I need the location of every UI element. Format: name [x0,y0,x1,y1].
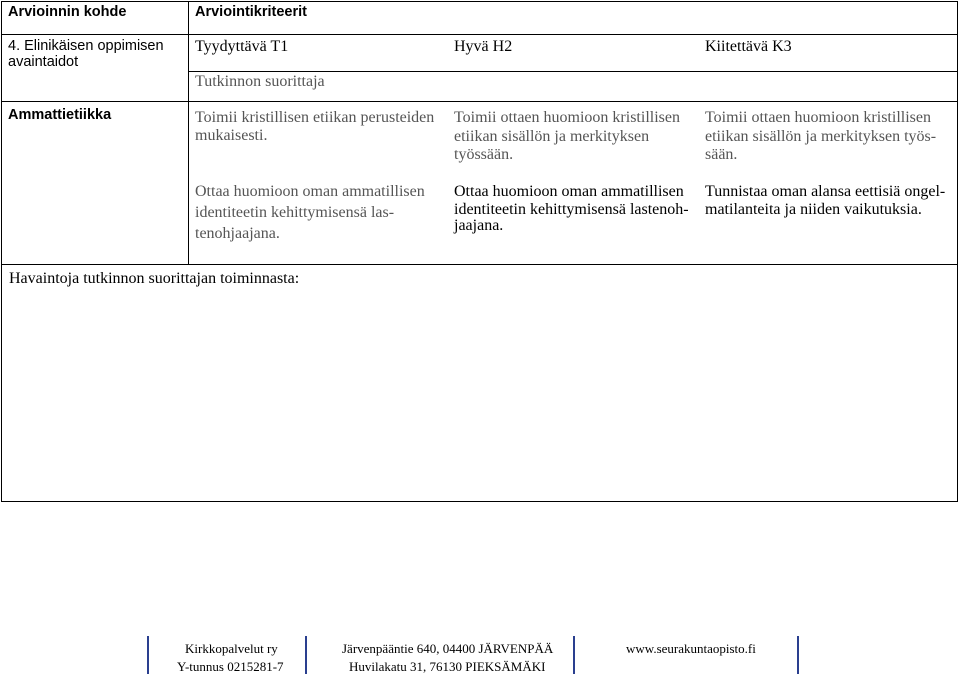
observations-box[interactable] [1,264,958,502]
footer-divider [305,636,307,674]
header-criteria: Arviointikriteerit [195,4,307,20]
competence-title-line2: avaintaidot [8,54,79,70]
table-border-right [957,1,958,265]
footer-divider [573,636,575,674]
t1-criterion-b-line1: Ottaa huomioon oman ammatillisen [195,183,425,200]
observations-label: Havaintoja tutkinnon suorittajan toiminnasta: [9,270,300,287]
level-k3: Kiitettävä K3 [705,38,792,55]
k3-criterion-a-line1: Toimii ottaen huomioon kristillisen [705,109,931,126]
row-title-ethics: Ammattietiikka [8,107,112,123]
level-h2: Hyvä H2 [454,38,513,55]
level-t1: Tyydyttävä T1 [195,38,289,55]
footer-address-2: Huvilakatu 31, 76130 PIEKSÄMÄKI [349,659,546,674]
table-rule [188,1,189,265]
t1-criterion-b-line2: identiteetin kehittymisensä las- [195,204,395,221]
footer-website[interactable]: www.seurakuntaopisto.fi [626,641,756,656]
k3-criterion-a-line3: sään. [705,146,738,163]
t1-criterion-b-line3: tenohjaajana. [195,225,280,242]
table-border-left [1,1,2,265]
footer-divider [797,636,799,674]
footer-org-id: Y-tunnus 0215281-7 [177,659,284,674]
header-assessment-target: Arvioinnin kohde [8,4,127,20]
table-rule [1,101,958,102]
table-border-top [1,1,958,2]
h2-criterion-a-line3: työssään. [454,146,514,163]
footer-divider [147,636,149,674]
competence-title-line1: 4. Elinikäisen oppimisen [8,38,164,54]
h2-criterion-b-line2: identiteetin kehittymisensä lastenoh- [454,201,689,218]
h2-criterion-a-line2: etiikan sisällön ja merkityksen [454,128,650,145]
k3-criterion-a-line2: etiikan sisällön ja merkityksen työs- [705,128,937,145]
k3-criterion-b-line1: Tunnistaa oman alansa eettisiä ongel- [705,183,946,200]
k3-criterion-b-line2: matilanteita ja niiden vaikutuksia. [705,201,922,218]
footer-address-1: Järvenpääntie 640, 04400 JÄRVENPÄÄ [342,641,554,656]
t1-criterion-a-line2: mukaisesti. [195,127,268,144]
t1-criterion-a-line1: Toimii kristillisen etiikan perusteiden [195,109,435,126]
h2-criterion-b-line1: Ottaa huomioon oman ammatillisen [454,183,684,200]
footer-org-name: Kirkkopalvelut ry [185,641,278,656]
table-rule [1,34,958,35]
performer-label: Tutkinnon suorittaja [195,73,325,90]
footer [0,630,960,675]
h2-criterion-b-line3: jaajana. [454,217,504,234]
h2-criterion-a-line1: Toimii ottaen huomioon kristillisen [454,109,680,126]
